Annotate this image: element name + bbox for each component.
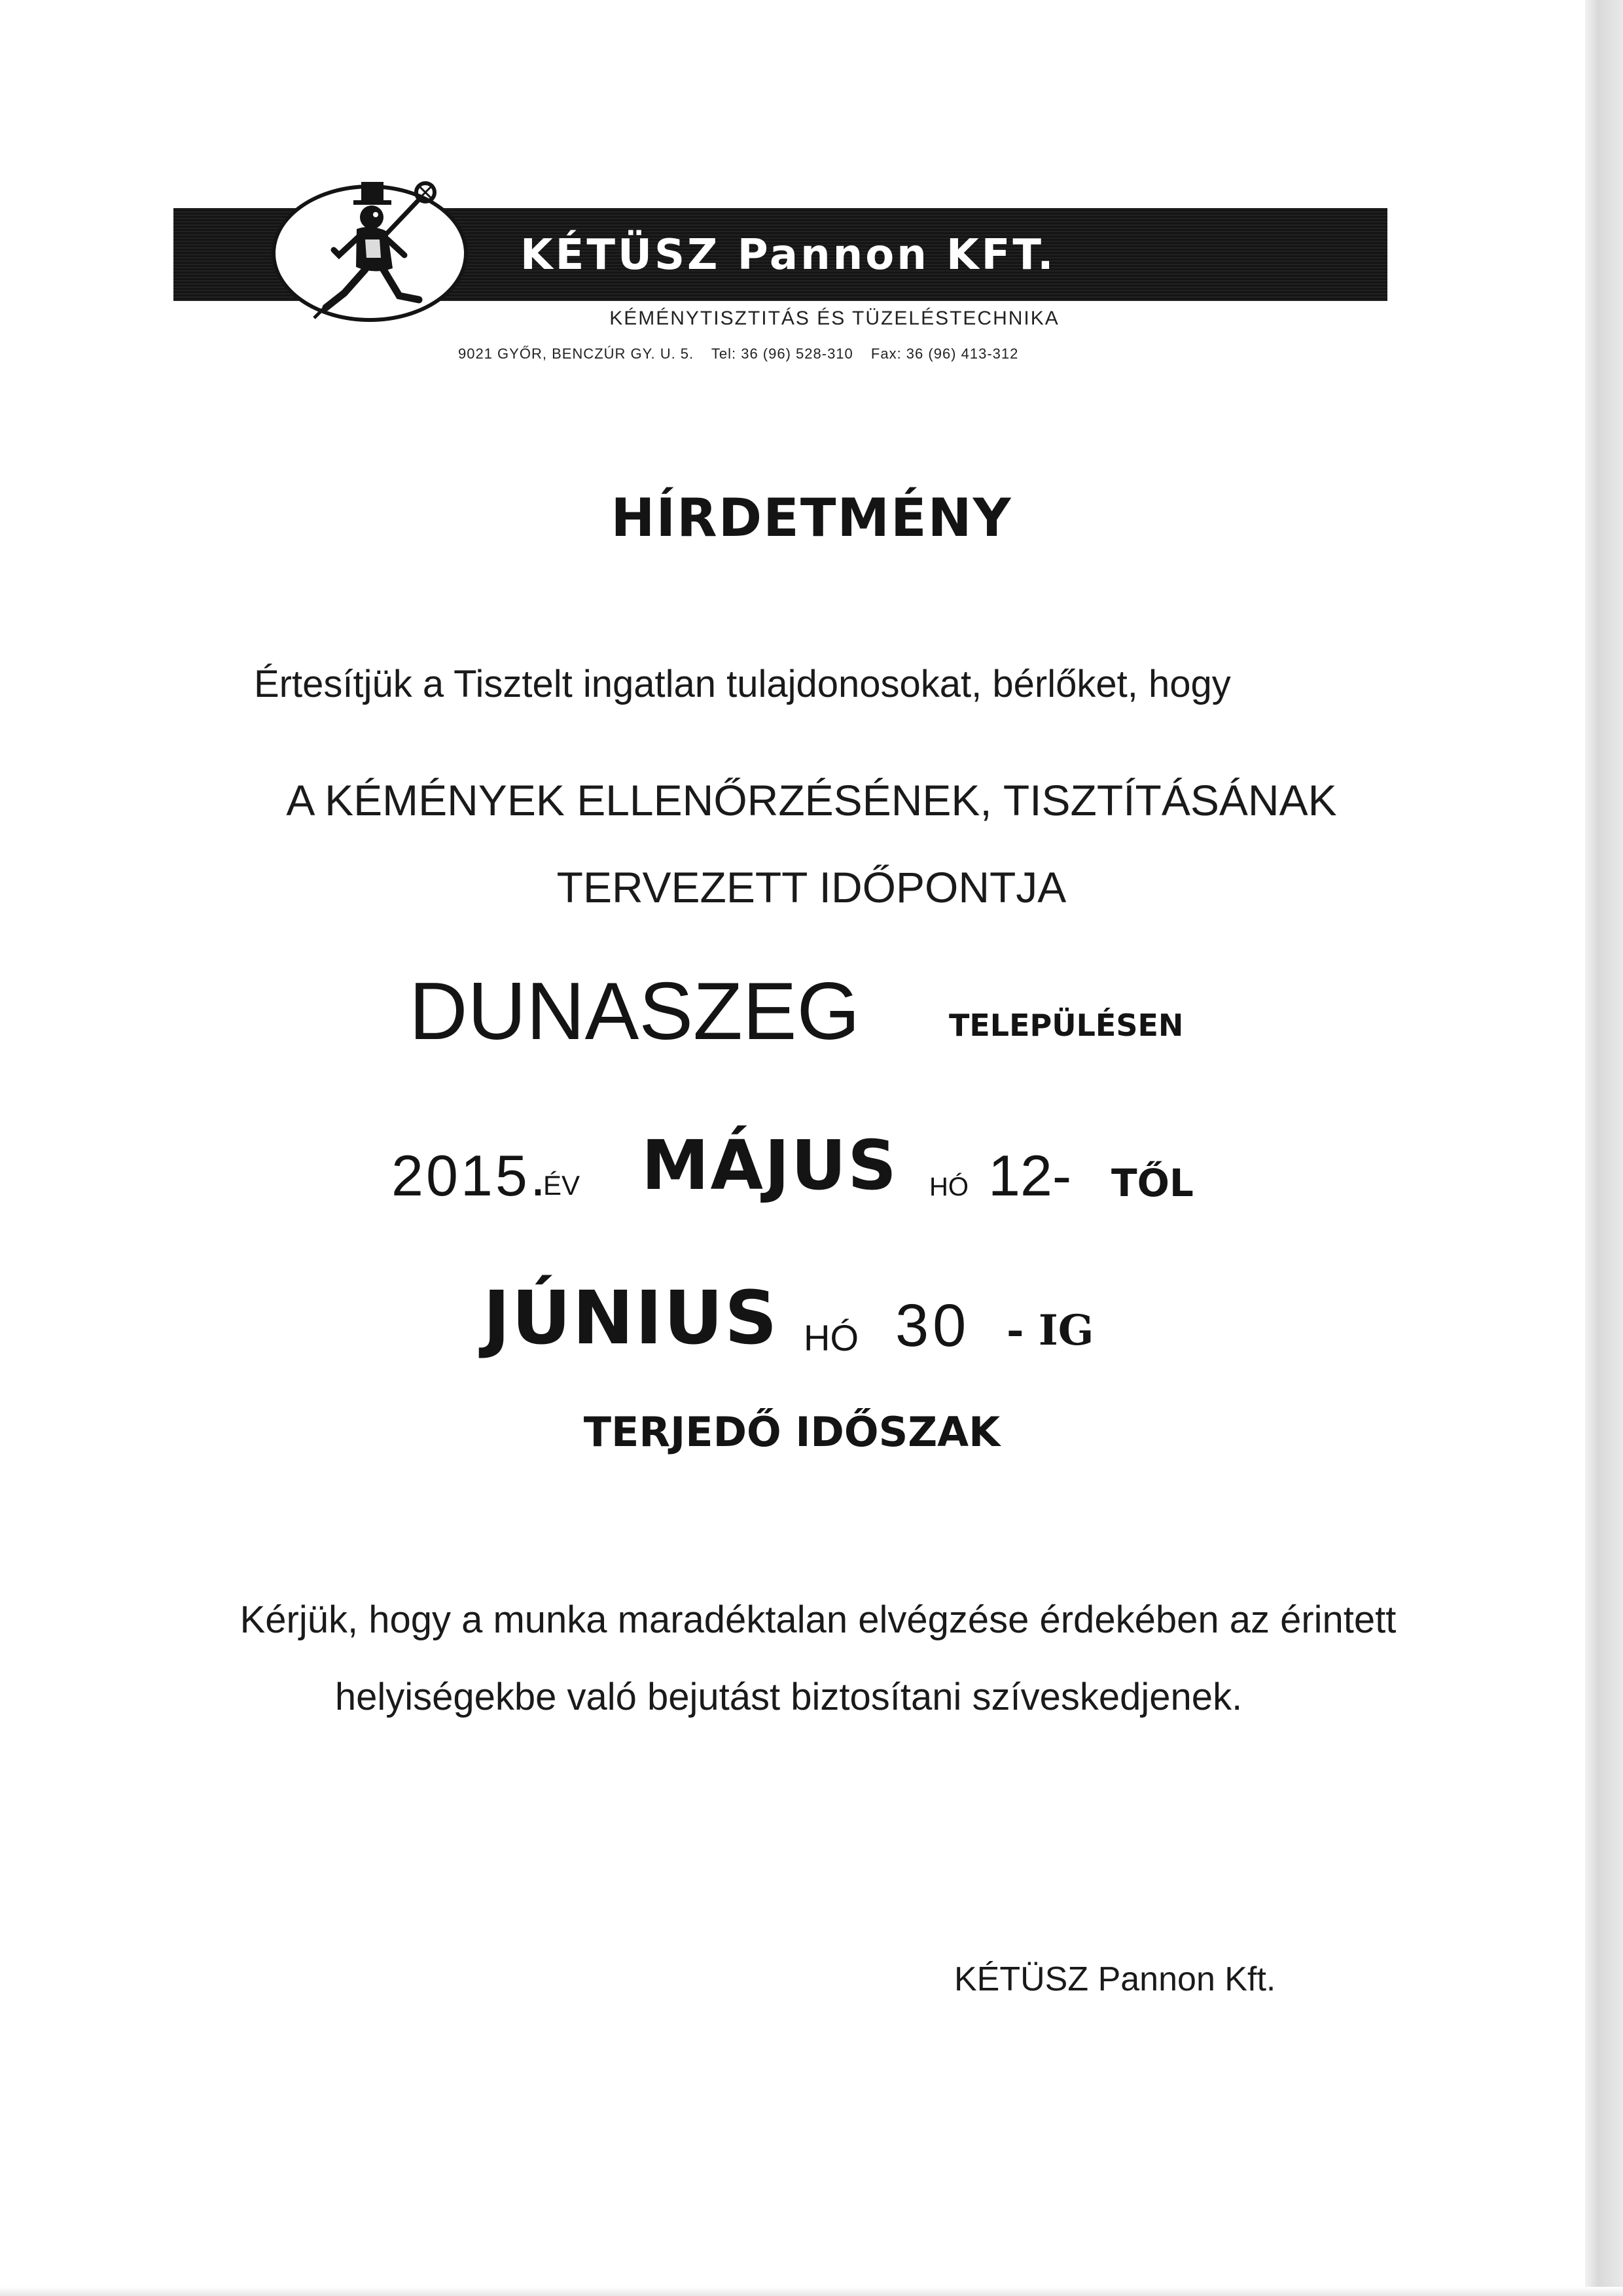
company-phone: Tel: 36 (96) 528-310 [711, 345, 853, 362]
chimney-sweep-logo-icon [288, 177, 458, 327]
start-year: 2015. [391, 1143, 549, 1208]
end-day: 30 [895, 1292, 971, 1359]
town-suffix: TELEPÜLÉSEN [949, 1008, 1184, 1043]
town-name: DUNASZEG [409, 966, 860, 1057]
notice-intro: Értesítjük a Tisztelt ingatlan tulajdonosokat, bérlőket, hogy [254, 663, 1231, 705]
company-fax: Fax: 36 (96) 413-312 [870, 345, 1019, 362]
end-suffix: - IG [1007, 1306, 1094, 1355]
signature: KÉTÜSZ Pannon Kft. [954, 1960, 1276, 1998]
notice-subject-line2: TERVEZETT IDŐPONTJA [556, 863, 1067, 911]
request-line2: helyiségekbe való bejutást biztosítani szíveskedjenek. [334, 1676, 1243, 1718]
start-day: 12- [988, 1143, 1072, 1208]
company-name: KÉTÜSZ Pannon KFT. [520, 231, 1056, 279]
page-edge-shadow [1585, 0, 1623, 2296]
start-year-label: ÉV [543, 1170, 580, 1201]
start-month: MÁJUS [641, 1125, 899, 1205]
company-contact [458, 345, 1031, 362]
notice-subject-line1: A KÉMÉNYEK ELLENŐRZÉSÉNEK, TISZTÍTÁSÁNAK [286, 776, 1337, 824]
start-suffix: TŐL [1111, 1161, 1194, 1205]
company-subtitle: KÉMÉNYTISZTITÁS ÉS TÜZELÉSTECHNIKA [609, 308, 1060, 329]
request-line1: Kérjük, hogy a munka maradéktalan elvégzése érdekében az érintett [240, 1598, 1397, 1641]
start-month-label: HÓ [929, 1173, 969, 1201]
period-label: TERJEDŐ IDŐSZAK [583, 1408, 1001, 1456]
end-month-label: HÓ [804, 1317, 859, 1358]
page-bottom-shadow [0, 2287, 1623, 2296]
company-address: 9021 GYŐR, BENCZÚR GY. U. 5. [458, 345, 694, 362]
notice-title: HÍRDETMÉNY [611, 487, 1012, 548]
end-month: JÚNIUS [483, 1276, 779, 1361]
